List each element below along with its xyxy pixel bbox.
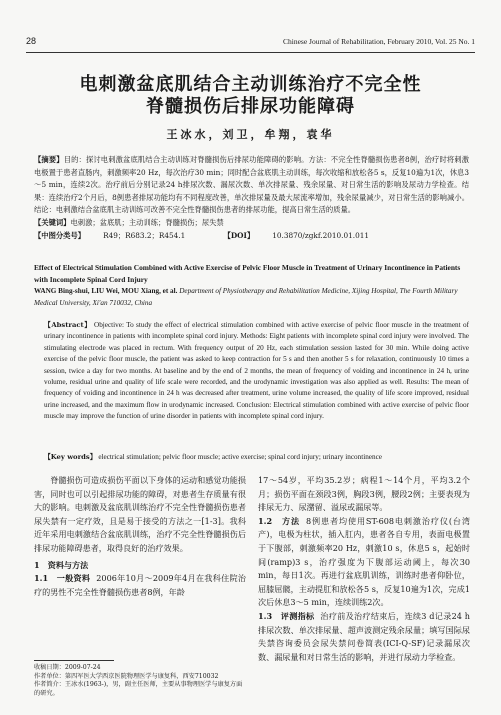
body-column-right	[258, 474, 470, 664]
running-header	[26, 36, 475, 50]
subsection-1-2-label: 1.2 方法	[258, 515, 300, 526]
abstract-en-label: 【Abstract】	[44, 321, 92, 329]
subsection-1-2-text: 8例患者均使用ST-608电刺激治疗仪(台湾产)，电极为柱状，插入肛内，患者各自专用，表面电极置于下腹部，刺激频率20 Hz，刺激10 s，休息5 s，起始时间(ramp)3 s，治疗强度为下腹部运动阈上，每次30 min，每日1次。再进行盆底肌训练，训练时患者仰卧位，屈膝屈髋，主动提肛和放松各5 s，反复10遍为1次，完成1次后休息3～5 min，连续训练2次。	[258, 515, 470, 608]
keywords-en-text: electrical stimulation; pelvic floor muscle; active exercise; spinal cord injury; urinary incontinence	[98, 453, 382, 461]
doi-label: 【DOI】	[223, 231, 255, 240]
clc-label: 【中图分类号】	[34, 231, 86, 240]
subsection-1-1-text: 2006年10月～2009年4月在我科住院治疗的男性不完全性脊髓损伤患者8例，年龄	[34, 573, 246, 597]
footnote-received: 收稿日期：2009-07-24	[34, 664, 101, 671]
abstract-cn-label: 【摘要】	[34, 155, 64, 164]
subsection-1-3-label: 1.3 评测指标	[258, 610, 315, 621]
clc-code: R49；R683.2；R454.1	[103, 231, 186, 240]
body-column-left	[34, 474, 246, 599]
subsection-1-1-label: 1.1 一般资料	[34, 573, 91, 584]
continued-paragraph: 17～54岁，平均35.2岁；病程1～14个月，平均3.2个月；损伤平面在颈段3例，胸段3例，腰段2例；主要表现为排尿无力、尿潴留、溢尿或漏尿等。	[258, 475, 470, 513]
abstract-cn	[34, 154, 469, 217]
keywords-cn	[34, 217, 469, 230]
footnote	[34, 664, 246, 698]
abstract-en	[44, 320, 469, 423]
classification-line	[34, 230, 469, 243]
doi-value: 10.3870/zgkf.2010.01.011	[272, 231, 370, 240]
title-line-1: 电刺激盆底肌结合主动训练治疗不完全性	[79, 74, 422, 95]
subsection-1-2	[258, 515, 470, 610]
footnote-rule	[34, 660, 114, 661]
subsection-1-1	[34, 572, 246, 599]
keywords-cn-label: 【关键词】	[34, 218, 71, 227]
english-title: Effect of Electrical Stimulation Combined with Active Exercise of Pelvic Floor Muscle in Treatment of Urinary Incontinence in Patients with Incomplete Spinal Cord Injury	[34, 263, 461, 284]
title-line-2: 脊髓损伤后排尿功能障碍	[146, 96, 355, 117]
page-number: 28	[26, 36, 37, 46]
keywords-en-label: 【Key words】	[44, 453, 97, 461]
abstract-cn-text: 目的：探讨电刺激盆底肌结合主动训练对脊髓损伤后排尿功能障碍的影响。方法：不完全性脊髓损伤患者8例，治疗时将刺激电极置于患者直肠内，刺激频率20 Hz，每次治疗30 min；同时配合盆底肌主动训练，每次收缩和放松各5 s，反复10遍为1次，休息3～5 min，连续2次。治疗前后分别记录24 h排尿次数、漏尿次数、单次排尿量、残余尿量、对日常生活的影响及尿动力学检查。结果：连续治疗2个月后，8例患者排尿功能均有不同程度改善，单次排尿量及最大尿流率增加，残余尿量减少，对日常生活的影响减小。结论：电刺激结合盆底肌主动训练可改善不完全性脊髓损伤患者的排尿功能，提高日常生活的质量。	[34, 155, 470, 215]
section-heading-1: 1 资料与方法	[34, 559, 89, 570]
footnote-affiliation: 作者单位：第四军医大学西京医院物理医学与康复科，西安710032	[34, 672, 219, 680]
english-author-names: WANG Bing-shui, LIU Wei, MOU Xiang, et al.	[34, 287, 178, 295]
journal-name: Chinese Journal of Rehabilitation, February 2010, Vol. 25 No. 1	[283, 37, 475, 46]
footnote-bio: 作者简介：王冰水(1963-)，男，副主任医师，主要从事物理医学与康复方面的研究。	[34, 681, 243, 697]
english-authors	[34, 286, 469, 309]
english-affiliation: Department of Physiotherapy and Rehabilitation Medicine, Xijing Hospital, The Fourth Military Medical University, Xi'an 710032, China	[34, 287, 458, 307]
abstract-en-text: Objective: To study the effect of electrical stimulation combined with active exercise of pelvic floor muscle in the treatment of urinary incontinence in patients with incomplete spinal cord injury. Methods: Eight patients with incomplete spinal cord injury were involved. The stimulating electrode was placed in rectum. With frequency output of 20 Hz, each stimulation session lasted for 30 min. While doing active exercise of the pelvic floor muscle, the patient was asked to keep contraction for 5 s and then another 5 s for relaxation, continuously 10 times a session, twice a day for two months. At baseline and by the end of 2 months, the mean of frequency of voiding and incontinence in 24 h, urine volume, residual urine and quality of life scale were recorded, and the urodynamic investigation was also applied as well. Results: The mean of frequency of voiding and incontinence in 24 h was decreased after treatment, urine volume increased, the quality of life score improved, residual urine increased, and the maximum flow in urodynamic increased. Conclusion: Electrical stimulation combined with active exercise of pelvic floor muscle may improve the function of urine disorder in patients with incomplete spinal cord injury.	[44, 321, 469, 421]
subsection-1-3-text: 治疗前及治疗结束后，连续3 d记录24 h排尿次数、单次排尿量、超声波测定残余尿量；填写国际尿失禁咨询委员会尿失禁问卷简表(ICI-Q-SF)记录漏尿次数、漏尿量和对日常生活的影响，并进行尿动力学检查。	[258, 610, 470, 662]
header-rule	[26, 52, 475, 53]
keywords-cn-text: 电刺激；盆底肌；主动训练；脊髓损伤；尿失禁	[70, 218, 224, 227]
author-list: 王冰水，刘卫，牟翔，袁华	[166, 128, 335, 141]
subsection-1-3	[258, 610, 470, 664]
intro-paragraph: 脊髓损伤可造成损伤平面以下身体的运动和感觉功能损害，同时也可以引起排尿功能的障碍，对患者生存质量有很大的影响。电刺激及盆底肌训练治疗不完全性脊髓损伤患者尿失禁有一定疗效，且是易于接受的方法之一[1-3]。我科近年采用电刺激结合盆底肌训练，治疗不完全性脊髓损伤后排尿功能障碍患者，取得良好的治疗效果。	[34, 475, 246, 553]
keywords-en	[44, 452, 469, 463]
